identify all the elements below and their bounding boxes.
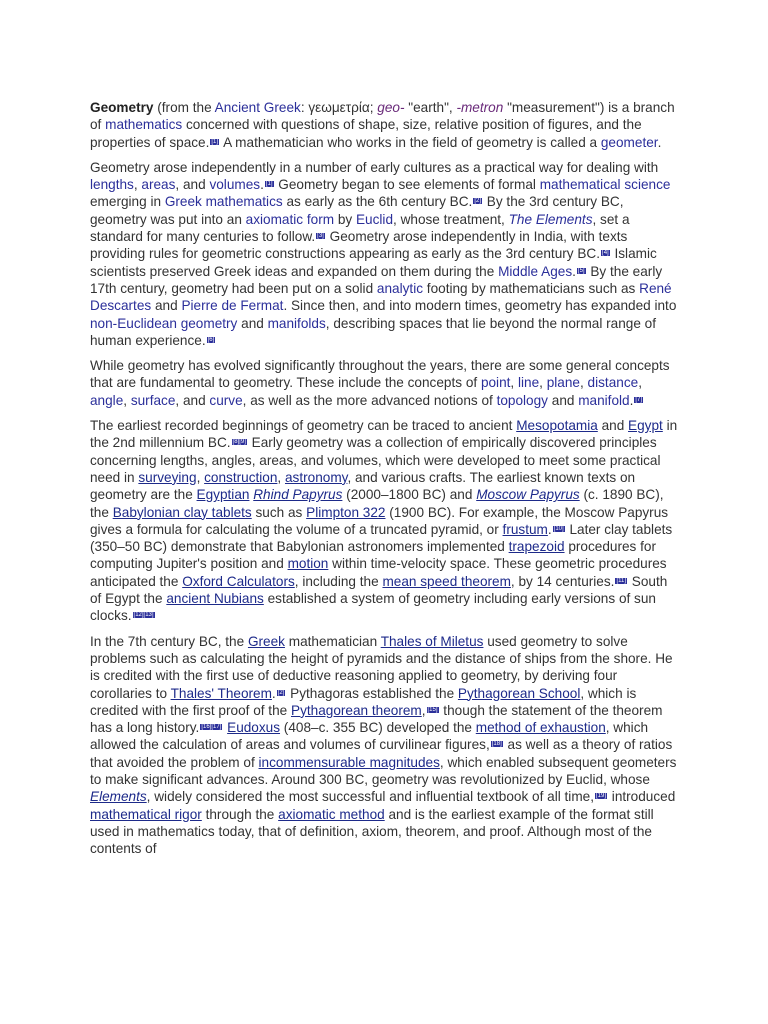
text: procedures for computing Jupiter's position and bbox=[90, 539, 656, 572]
text: South of Egypt the bbox=[90, 573, 668, 607]
text: , which is credited with the first proof of the bbox=[90, 685, 637, 718]
text: By the 3rd century BC, geometry was put into an bbox=[90, 194, 624, 227]
text: , and bbox=[175, 177, 210, 193]
text: and bbox=[597, 418, 629, 434]
link-pythagorean-school[interactable]: Pythagorean School bbox=[457, 685, 581, 701]
link-analytic[interactable]: analytic bbox=[376, 280, 424, 296]
text: . bbox=[271, 685, 276, 701]
paragraph-intro bbox=[90, 99, 680, 151]
link-mathematics[interactable]: mathematics bbox=[105, 117, 183, 133]
text: , describing spaces that lie beyond the normal range of human experience. bbox=[90, 315, 657, 348]
text: established a system of geometry including early versions of sun clocks. bbox=[90, 591, 656, 624]
link-angle[interactable]: angle bbox=[90, 392, 124, 408]
text: , bbox=[539, 375, 547, 391]
text: though the statement of the theorem has a long history. bbox=[90, 702, 663, 736]
link-mean-speed-theorem[interactable]: mean speed theorem bbox=[382, 573, 511, 589]
link-pythagorean-theorem[interactable]: Pythagorean theorem bbox=[291, 702, 422, 718]
link-ancient-greek[interactable]: Ancient Greek bbox=[214, 100, 301, 115]
text: : γεωμετρία; bbox=[300, 100, 378, 115]
paragraph-concepts bbox=[90, 357, 680, 409]
text: In the 7th century BC, the bbox=[90, 633, 248, 649]
link-trapezoid[interactable]: trapezoid bbox=[508, 539, 565, 555]
link-euclid[interactable]: Euclid bbox=[355, 211, 394, 227]
text: (from the bbox=[153, 100, 215, 115]
citation-ref[interactable]: [2] bbox=[277, 689, 285, 696]
text: By the early 17th century, geometry had been put on a solid bbox=[90, 263, 663, 296]
link-distance[interactable]: distance bbox=[587, 375, 639, 391]
text: . bbox=[572, 263, 576, 279]
link-metron[interactable]: -metron bbox=[456, 100, 504, 115]
citation-ref[interactable]: [4] bbox=[602, 250, 609, 257]
text: and bbox=[547, 392, 579, 408]
text: Geometry began to see elements of formal bbox=[274, 177, 540, 193]
link-point[interactable]: point bbox=[480, 375, 511, 391]
link-greek[interactable]: Greek bbox=[247, 633, 285, 649]
text: . bbox=[657, 134, 662, 150]
text: , whose treatment, bbox=[393, 211, 509, 227]
link-manifold[interactable]: manifold bbox=[578, 392, 630, 408]
link-incommensurable-magnitudes[interactable]: incommensurable magnitudes bbox=[258, 754, 440, 770]
text: "earth", bbox=[404, 100, 457, 115]
link-non-euclidean-geometry[interactable]: non-Euclidean geometry bbox=[90, 315, 238, 331]
link-rene-descartes[interactable]: René Descartes bbox=[90, 280, 672, 314]
citation-ref[interactable]: [1] bbox=[211, 138, 219, 145]
link-method-of-exhaustion[interactable]: method of exhaustion bbox=[475, 720, 606, 736]
text: , bbox=[277, 469, 285, 485]
link-middle-ages[interactable]: Middle Ages bbox=[498, 263, 573, 279]
citation-ref[interactable]: [1] bbox=[265, 181, 273, 188]
text: , bbox=[579, 375, 588, 391]
text: , which allowed the calculation of areas and volumes of curvilinear figures, bbox=[90, 720, 649, 753]
link-moscow-papyrus[interactable]: Moscow Papyrus bbox=[476, 487, 580, 503]
link-egyptian[interactable]: Egyptian bbox=[196, 487, 250, 503]
text: emerging in bbox=[90, 194, 165, 210]
link-thales-of-miletus[interactable]: Thales of Miletus bbox=[380, 633, 484, 649]
text: . bbox=[547, 521, 552, 537]
text: footing by mathematicians such as bbox=[423, 280, 640, 296]
link-curve[interactable]: curve bbox=[209, 392, 243, 408]
text: (2000–1800 BC) and bbox=[342, 487, 477, 503]
text: , bbox=[123, 392, 131, 408]
text: , bbox=[421, 702, 426, 718]
text: While geometry has evolved significantly throughout the years, there are some general concepts that are fundamental to geometry. These include the concepts of bbox=[90, 358, 670, 391]
text: used geometry to solve problems such as calculating the height of pyramids and the distance of ships from the shore. He is credited with the first use of deductive reasoning applied to geometry, by deriving four corollaries to bbox=[90, 633, 673, 701]
link-mesopotamia[interactable]: Mesopotamia bbox=[516, 418, 598, 434]
text: Early geometry was a collection of empirically discovered principles concerning lengths, angles, areas, and volumes, which were developed to meet some practical need in bbox=[90, 435, 661, 485]
text: concerned with questions of shape, size, relative position of figures, and the properties of space. bbox=[90, 117, 642, 150]
link-elements[interactable]: Elements bbox=[90, 789, 147, 805]
text: , and various crafts. The earliest known texts on geometry are the bbox=[90, 469, 636, 503]
link-surface[interactable]: surface bbox=[130, 392, 176, 408]
text: The earliest recorded beginnings of geometry can be traced to ancient bbox=[90, 418, 517, 434]
link-ancient-nubians[interactable]: ancient Nubians bbox=[166, 591, 264, 607]
article-body bbox=[90, 99, 680, 865]
link-egypt[interactable]: Egypt bbox=[628, 418, 663, 434]
link-frustum[interactable]: frustum bbox=[502, 521, 548, 537]
link-babylonian-clay-tablets[interactable]: Babylonian clay tablets bbox=[112, 504, 252, 520]
citation-ref[interactable]: [15] bbox=[427, 706, 438, 713]
text: , bbox=[510, 375, 518, 391]
text: Geometry arose independently in a number of early cultures as a practical way for dealing with bbox=[90, 159, 659, 175]
citation-ref[interactable]: [6] bbox=[207, 336, 215, 343]
paragraph-history bbox=[90, 159, 680, 349]
citation-ref[interactable]: [2] bbox=[474, 198, 481, 205]
text: , bbox=[638, 375, 642, 391]
link-lengths[interactable]: lengths bbox=[90, 177, 134, 193]
link-construction[interactable]: construction bbox=[204, 469, 278, 485]
link-rhind-papyrus[interactable]: Rhind Papyrus bbox=[253, 487, 343, 503]
link-oxford-calculators[interactable]: Oxford Calculators bbox=[182, 573, 295, 589]
link-manifolds[interactable]: manifolds bbox=[267, 315, 326, 331]
text: A mathematician who works in the field of geometry is called a bbox=[220, 134, 601, 150]
text: , as well as the more advanced notions of bbox=[242, 392, 497, 408]
text: , including the bbox=[294, 573, 383, 589]
text: (c. 1890 BC), the bbox=[90, 487, 664, 520]
text: Islamic scientists preserved Greek ideas and expanded on them during the bbox=[90, 246, 657, 279]
text: "measurement") is a branch of bbox=[90, 100, 675, 133]
link-line[interactable]: line bbox=[517, 375, 540, 391]
link-axiomatic-form[interactable]: axiomatic form bbox=[245, 211, 335, 227]
text: Pythagoras established the bbox=[286, 685, 458, 701]
link-mathematical-science[interactable]: mathematical science bbox=[539, 177, 671, 193]
text: , bbox=[196, 469, 205, 485]
text: . Since then, and into modern times, geometry has expanded into bbox=[283, 298, 677, 314]
text: in the 2nd millennium BC. bbox=[90, 418, 678, 451]
link-mathematical-rigor[interactable]: mathematical rigor bbox=[90, 806, 202, 822]
text: , which enabled subsequent geometers to make significant advances. Around 300 BC, geometry was revolutionized by Euclid, whose bbox=[90, 754, 677, 787]
citation-ref[interactable]: [8][9] bbox=[232, 439, 246, 446]
link-pierre-de-fermat[interactable]: Pierre de Fermat bbox=[181, 298, 284, 314]
text: by bbox=[334, 211, 356, 227]
link-the-elements[interactable]: The Elements bbox=[508, 211, 593, 227]
link-axiomatic-method[interactable]: axiomatic method bbox=[278, 806, 385, 822]
link-motion[interactable]: motion bbox=[287, 556, 329, 572]
citation-ref[interactable]: [10] bbox=[553, 525, 564, 532]
text: and is the earliest example of the format still used in mathematics today, that of definition, axiom, theorem, and proof. Although most of the contents of bbox=[90, 806, 654, 857]
text: , by 14 centuries. bbox=[510, 573, 615, 589]
text: through the bbox=[201, 806, 279, 822]
text: , widely considered the most successful and influential textbook of all time, bbox=[146, 789, 594, 805]
paragraph-early-history bbox=[90, 417, 680, 625]
link-topology[interactable]: topology bbox=[496, 392, 548, 408]
text: . bbox=[629, 392, 634, 408]
citation-ref[interactable]: [12][13] bbox=[133, 612, 154, 619]
article-term: Geometry bbox=[90, 100, 154, 115]
text: , bbox=[133, 177, 142, 193]
text: within time-velocity space. These geometric procedures anticipated the bbox=[90, 556, 667, 589]
link-geometer[interactable]: geometer bbox=[600, 134, 658, 150]
text: . bbox=[260, 177, 264, 193]
text: (408–c. 355 BC) developed the bbox=[280, 720, 476, 736]
link-greek-mathematics[interactable]: Greek mathematics bbox=[164, 194, 283, 210]
text: and bbox=[151, 298, 182, 314]
link-plimpton-322[interactable]: Plimpton 322 bbox=[306, 504, 386, 520]
citation-ref[interactable]: [16][17] bbox=[201, 724, 222, 731]
link-volumes[interactable]: volumes bbox=[209, 177, 261, 193]
text: , set a standard for many centuries to follow. bbox=[90, 211, 630, 245]
citation-ref[interactable]: [19] bbox=[596, 793, 607, 800]
link-astronomy[interactable]: astronomy bbox=[284, 469, 348, 485]
paragraph-greek-geometry bbox=[90, 633, 680, 858]
text: introduced bbox=[608, 789, 676, 805]
link-plane[interactable]: plane bbox=[546, 375, 580, 391]
text: (1900 BC). For example, the Moscow Papyrus gives a formula for calculating the volume of a truncated pyramid, or bbox=[90, 504, 669, 537]
citation-ref[interactable]: [11] bbox=[616, 577, 627, 584]
text: mathematician bbox=[284, 633, 381, 649]
link-geo[interactable]: geo- bbox=[377, 100, 405, 115]
citation-ref[interactable]: [5] bbox=[577, 267, 585, 274]
text: and bbox=[237, 315, 268, 331]
citation-ref[interactable]: [7] bbox=[635, 396, 643, 403]
text: as well as a theory of ratios that avoided the problem of bbox=[90, 737, 673, 770]
link-eudoxus[interactable]: Eudoxus bbox=[227, 720, 281, 736]
citation-ref[interactable]: [18] bbox=[491, 741, 502, 748]
link-thales-theorem[interactable]: Thales' Theorem bbox=[170, 685, 272, 701]
text: , and bbox=[175, 392, 210, 408]
text: as early as the 6th century BC. bbox=[282, 194, 473, 210]
text: Geometry arose independently in India, with texts providing rules for geometric constructions appearing as early as the 3rd century BC. bbox=[90, 229, 628, 262]
citation-ref[interactable]: [3] bbox=[317, 233, 324, 240]
text: Later clay tablets (350–50 BC) demonstrate that Babylonian astronomers implemented bbox=[90, 521, 673, 555]
link-surveying[interactable]: surveying bbox=[138, 469, 197, 485]
link-areas[interactable]: areas bbox=[141, 177, 176, 193]
text: such as bbox=[251, 504, 307, 520]
